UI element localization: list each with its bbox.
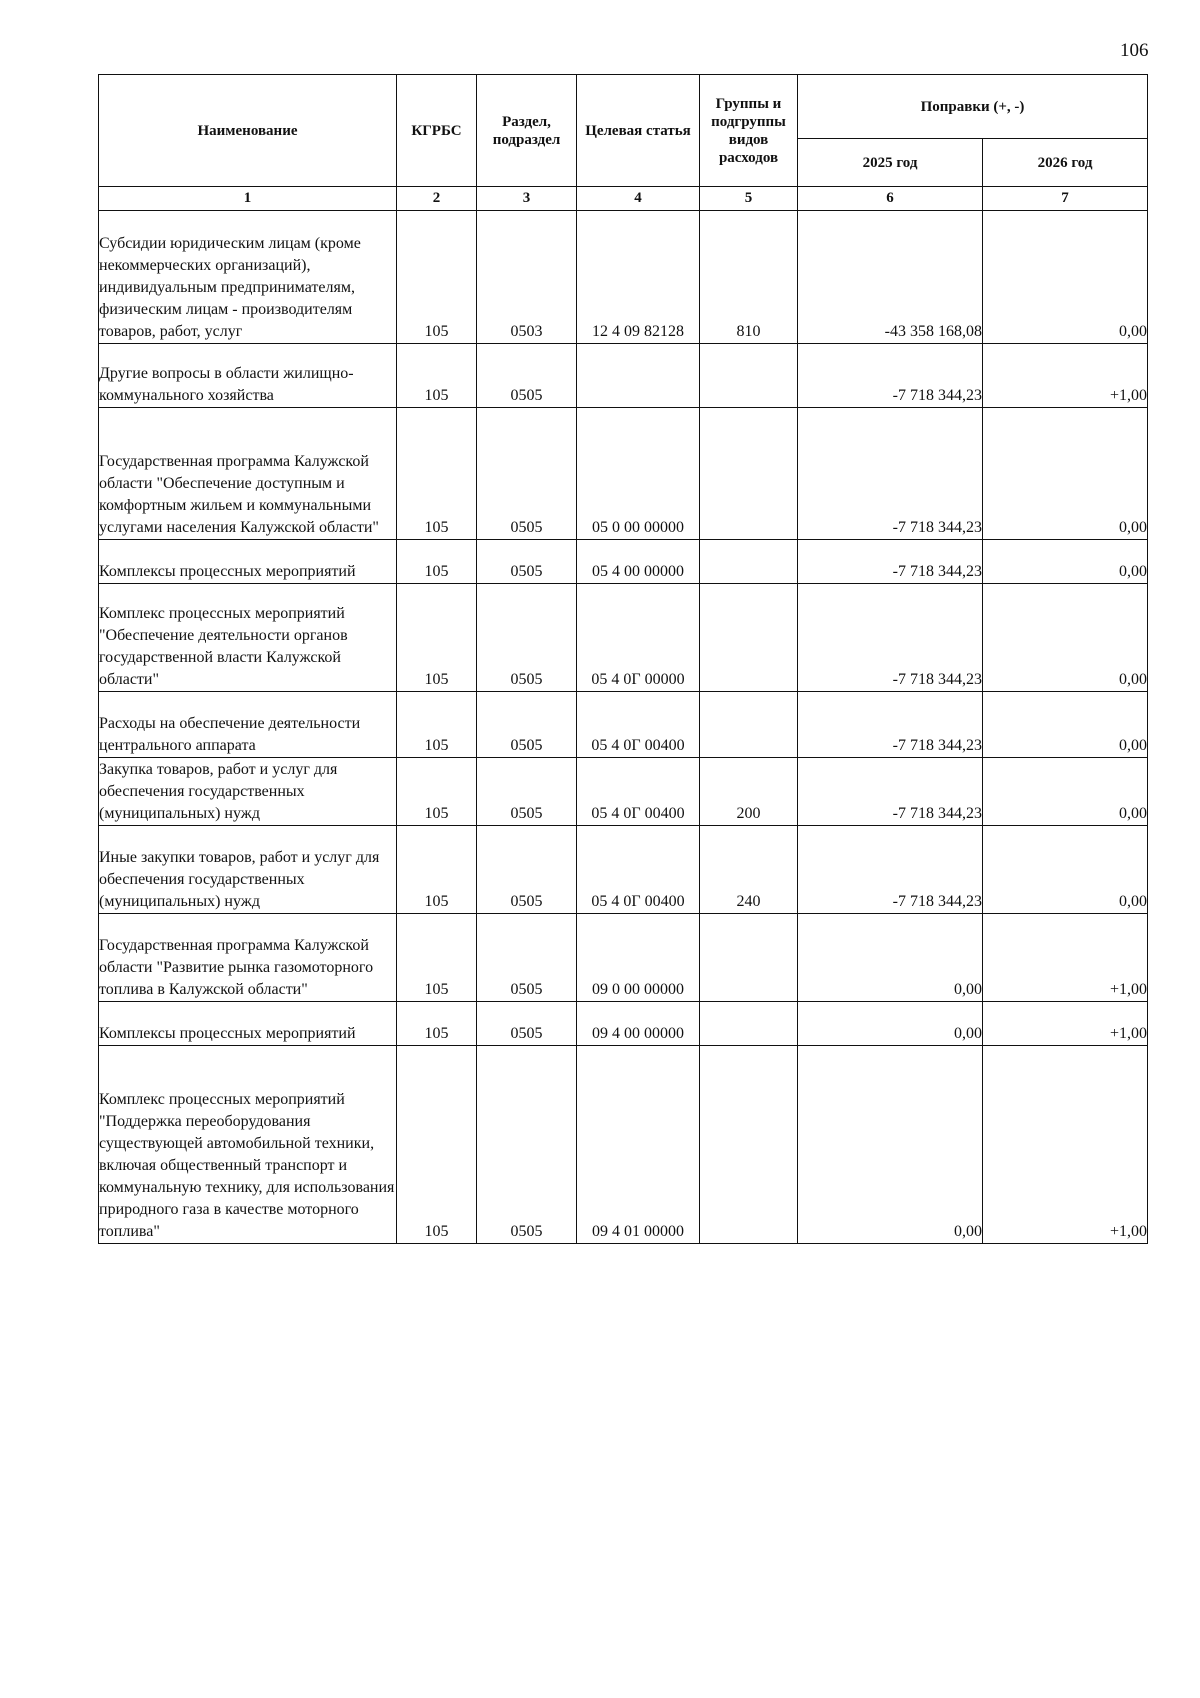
budget-amendments-table — [98, 74, 1148, 1244]
row-kgrbs: 105 — [397, 1046, 477, 1244]
row-target — [577, 344, 700, 408]
row-section: 0505 — [477, 914, 577, 1002]
header-amendments: Поправки (+, -) — [798, 75, 1148, 139]
page-number: 106 — [1120, 40, 1149, 61]
table-row — [99, 408, 1148, 540]
row-name: Закупка товаров, работ и услуг для обеспечения государственных (муниципальных) нужд — [99, 758, 397, 826]
row-2026: 0,00 — [983, 211, 1148, 344]
table-row — [99, 914, 1148, 1002]
row-group — [700, 1046, 798, 1244]
row-2026: 0,00 — [983, 408, 1148, 540]
table-row — [99, 344, 1148, 408]
row-2025: -7 718 344,23 — [798, 758, 983, 826]
row-2026: +1,00 — [983, 914, 1148, 1002]
row-group — [700, 584, 798, 692]
row-target: 05 0 00 00000 — [577, 408, 700, 540]
row-kgrbs: 105 — [397, 344, 477, 408]
row-section: 0505 — [477, 540, 577, 584]
row-group — [700, 1002, 798, 1046]
table-row — [99, 584, 1148, 692]
header-group: Группы и подгруппы видов расходов — [700, 75, 798, 187]
row-group — [700, 540, 798, 584]
row-group — [700, 408, 798, 540]
row-section: 0505 — [477, 758, 577, 826]
table-row — [99, 211, 1148, 344]
row-2026: 0,00 — [983, 540, 1148, 584]
row-2026: +1,00 — [983, 344, 1148, 408]
table-row — [99, 758, 1148, 826]
row-target: 05 4 0Г 00400 — [577, 758, 700, 826]
row-2025: -7 718 344,23 — [798, 408, 983, 540]
header-section: Раздел, подраздел — [477, 75, 577, 187]
header-name: Наименование — [99, 75, 397, 187]
row-section: 0505 — [477, 584, 577, 692]
row-name: Комплексы процессных мероприятий — [99, 540, 397, 584]
row-name: Комплекс процессных мероприятий "Обеспечение деятельности органов государственной власти Калужской области" — [99, 584, 397, 692]
table-row — [99, 692, 1148, 758]
column-number: 2 — [397, 187, 477, 211]
row-kgrbs: 105 — [397, 758, 477, 826]
row-2025: -7 718 344,23 — [798, 540, 983, 584]
row-name: Другие вопросы в области жилищно-коммунального хозяйства — [99, 344, 397, 408]
row-name: Комплекс процессных мероприятий "Поддержка переоборудования существующей автомобильной техники, включая общественный транспорт и коммунальную технику, для использования природного газа в качестве моторного топлива" — [99, 1046, 397, 1244]
row-2025: 0,00 — [798, 1002, 983, 1046]
header-year-2026: 2026 год — [983, 139, 1148, 187]
row-name: Государственная программа Калужской области "Развитие рынка газомоторного топлива в Калужской области" — [99, 914, 397, 1002]
header-kgrbs: КГРБС — [397, 75, 477, 187]
row-2026: 0,00 — [983, 584, 1148, 692]
row-2026: +1,00 — [983, 1046, 1148, 1244]
row-name: Государственная программа Калужской области "Обеспечение доступным и комфортным жильем и коммунальными услугами населения Калужской области" — [99, 408, 397, 540]
column-number: 3 — [477, 187, 577, 211]
row-kgrbs: 105 — [397, 1002, 477, 1046]
table-row — [99, 1046, 1148, 1244]
row-kgrbs: 105 — [397, 692, 477, 758]
row-2025: 0,00 — [798, 914, 983, 1002]
row-group: 200 — [700, 758, 798, 826]
row-name: Расходы на обеспечение деятельности центрального аппарата — [99, 692, 397, 758]
row-section: 0505 — [477, 1002, 577, 1046]
row-group — [700, 914, 798, 1002]
row-kgrbs: 105 — [397, 584, 477, 692]
header-target: Целевая статья — [577, 75, 700, 187]
row-name: Иные закупки товаров, работ и услуг для обеспечения государственных (муниципальных) нужд — [99, 826, 397, 914]
row-2025: -43 358 168,08 — [798, 211, 983, 344]
row-target: 05 4 0Г 00400 — [577, 826, 700, 914]
row-target: 05 4 00 00000 — [577, 540, 700, 584]
row-section: 0505 — [477, 1046, 577, 1244]
row-group: 240 — [700, 826, 798, 914]
row-2025: -7 718 344,23 — [798, 344, 983, 408]
column-number: 1 — [99, 187, 397, 211]
row-kgrbs: 105 — [397, 211, 477, 344]
row-section: 0503 — [477, 211, 577, 344]
row-target: 05 4 0Г 00000 — [577, 584, 700, 692]
row-2025: -7 718 344,23 — [798, 584, 983, 692]
row-name: Субсидии юридическим лицам (кроме некоммерческих организаций), индивидуальным предпринимателям, физическим лицам - производителям товаров, работ, услуг — [99, 211, 397, 344]
column-number: 4 — [577, 187, 700, 211]
table-row — [99, 826, 1148, 914]
row-2025: 0,00 — [798, 1046, 983, 1244]
column-number: 5 — [700, 187, 798, 211]
row-kgrbs: 105 — [397, 540, 477, 584]
row-section: 0505 — [477, 692, 577, 758]
header-year-2025: 2025 год — [798, 139, 983, 187]
column-number: 6 — [798, 187, 983, 211]
row-section: 0505 — [477, 826, 577, 914]
row-target: 09 4 01 00000 — [577, 1046, 700, 1244]
row-kgrbs: 105 — [397, 914, 477, 1002]
row-2026: 0,00 — [983, 758, 1148, 826]
row-group — [700, 344, 798, 408]
row-2025: -7 718 344,23 — [798, 692, 983, 758]
row-2026: 0,00 — [983, 826, 1148, 914]
table-row — [99, 540, 1148, 584]
row-target: 09 4 00 00000 — [577, 1002, 700, 1046]
row-2026: +1,00 — [983, 1002, 1148, 1046]
row-group — [700, 692, 798, 758]
row-kgrbs: 105 — [397, 826, 477, 914]
row-name: Комплексы процессных мероприятий — [99, 1002, 397, 1046]
row-target: 09 0 00 00000 — [577, 914, 700, 1002]
row-kgrbs: 105 — [397, 408, 477, 540]
row-section: 0505 — [477, 344, 577, 408]
table-row — [99, 1002, 1148, 1046]
column-number-row — [99, 187, 1148, 211]
row-target: 12 4 09 82128 — [577, 211, 700, 344]
column-number: 7 — [983, 187, 1148, 211]
row-group: 810 — [700, 211, 798, 344]
row-target: 05 4 0Г 00400 — [577, 692, 700, 758]
row-2026: 0,00 — [983, 692, 1148, 758]
row-2025: -7 718 344,23 — [798, 826, 983, 914]
row-section: 0505 — [477, 408, 577, 540]
